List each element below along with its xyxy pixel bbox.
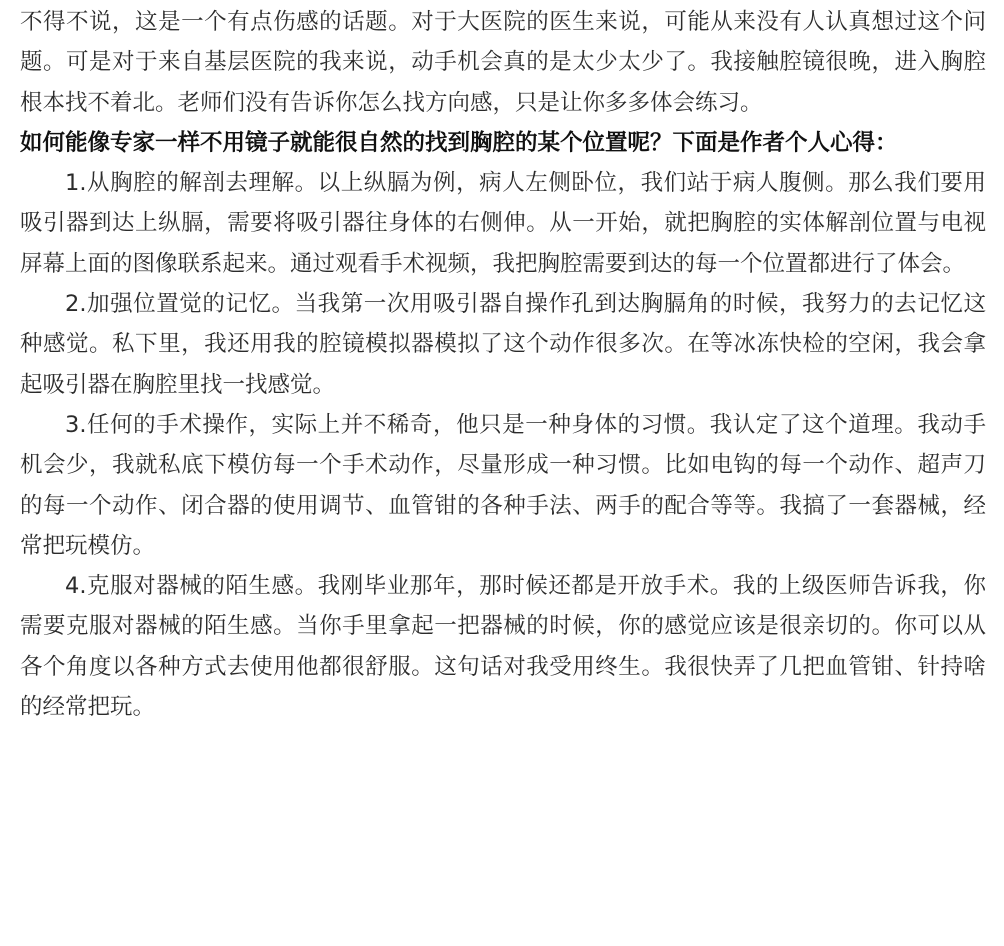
tip-paragraph-1: 1.从胸腔的解剖去理解。以上纵膈为例，病人左侧卧位，我们站于病人腹侧。那么我们要用吸引器到达上纵膈，需要将吸引器往身体的右侧伸。从一开始，就把胸腔的实体解剖位置与电视屏幕上面的图像联系起来。通过观看手术视频，我把胸腔需要到达的每一个位置都进行了体会。 (20, 170, 986, 277)
tip-paragraph-2: 2.加强位置觉的记忆。当我第一次用吸引器自操作孔到达胸膈角的时候，我努力的去记忆这种感觉。私下里，我还用我的腔镜模拟器模拟了这个动作很多次。在等冰冻快检的空闲，我会拿起吸引器在胸腔里找一找感觉。 (20, 291, 986, 398)
tip-paragraph-4: 4.克服对器械的陌生感。我刚毕业那年，那时候还都是开放手术。我的上级医师告诉我，你需要克服对器械的陌生感。当你手里拿起一把器械的时候，你的感觉应该是很亲切的。你可以从各个角度以各种方式去使用他都很舒服。这句话对我受用终生。我很快弄了几把血管钳、针持啥的经常把玩。 (20, 573, 986, 721)
tip-paragraph-3: 3.任何的手术操作，实际上并不稀奇，他只是一种身体的习惯。我认定了这个道理。我动手机会少，我就私底下模仿每一个手术动作，尽量形成一种习惯。比如电钩的每一个动作、超声刀的每一个动作、闭合器的使用调节、血管钳的各种手法、两手的配合等等。我搞了一套器械，经常把玩模仿。 (20, 411, 986, 559)
question-heading: 如何能像专家一样不用镜子就能很自然的找到胸腔的某个位置呢？下面是作者个人心得： (20, 129, 898, 156)
intro-paragraph: 不得不说，这是一个有点伤感的话题。对于大医院的医生来说，可能从来没有人认真想过这个问题。可是对于来自基层医院的我来说，动手机会真的是太少太少了。我接触腔镜很晚，进入胸腔根本找不着北。老师们没有告诉你怎么找方向感，只是让你多多体会练习。 (20, 9, 986, 116)
